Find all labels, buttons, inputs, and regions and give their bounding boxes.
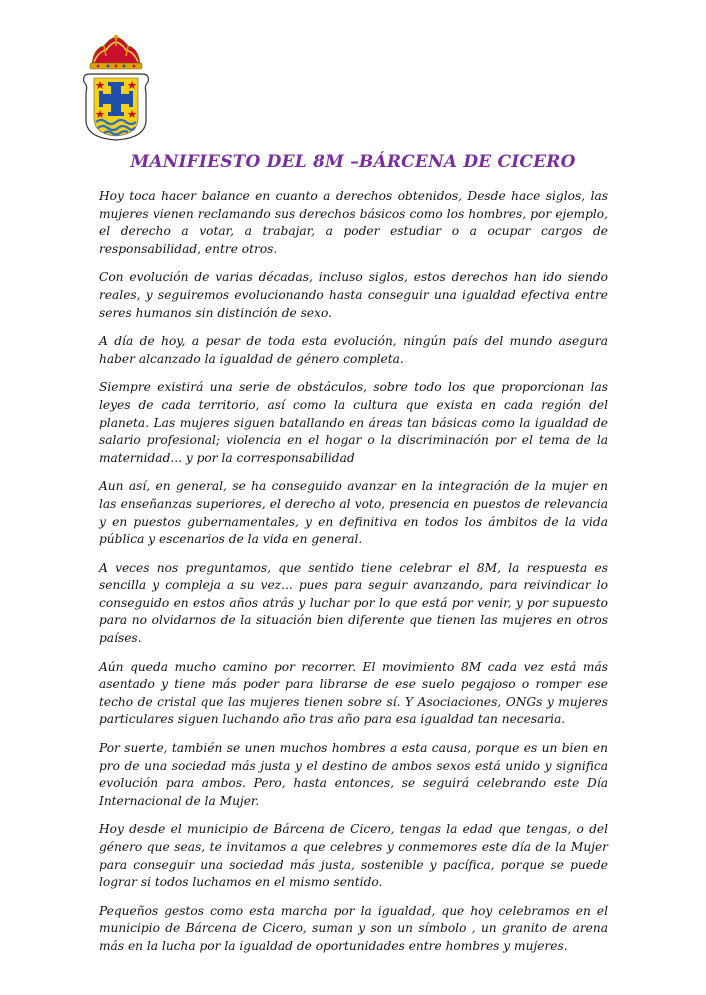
paragraph: Con evolución de varias décadas, incluso siglos, estos derechos han ido siendo reales, y seguiremos evolucionando hasta conseguir una igualdad efectiva entre seres humanos sin distinción de sexo.: [99, 270, 608, 320]
paragraph: Aún queda mucho camino por recorrer. El movimiento 8M cada vez está más asentado y tiene más poder para librarse de ese suelo pegajoso o romper ese techo de cristal que las mujeres tienen sobre sí. Y Asociaciones, ONGs y mujeres particulares siguen luchando año tras año para esa igualdad tan necesaria.: [99, 659, 608, 727]
crown-icon: [90, 35, 142, 69]
paragraph: Siempre existirá una serie de obstáculos, sobre todo los que proporcionan las leyes de cada territorio, así como la cultura que exista en cada región del planeta. Las mujeres siguen batallando en áreas tan básicas como la igualdad de salario profesional; violencia en el hogar o la discriminación por el tema de la maternidad... y por la corresponsabilidad: [99, 380, 608, 465]
paragraph: A día de hoy, a pesar de toda esta evolución, ningún país del mundo asegura haber alcanzado la igualdad de género completa.: [99, 334, 608, 366]
paragraph: Pequeños gestos como esta marcha por la igualdad, que hoy celebramos en el municipio de Bárcena de Cicero, suman y son un símbolo , un granito de arena más en la lucha por la igualdad de oportunidades entre hombres y mujeres.: [99, 903, 608, 953]
paragraph: Por suerte, también se unen muchos hombres a esta causa, porque es un bien en pro de una sociedad más justa y el destino de ambos sexos está unido y significa evolución para ambos. Pero, hasta entonces, se seguirá celebrando este Día Internacional de la Mujer.: [99, 741, 608, 808]
paragraph: A veces nos preguntamos, que sentido tiene celebrar el 8M, la respuesta es sencilla y compleja a su vez... pues para seguir avanzando, para reivindicar lo conseguido en estos años atrás y luchar por lo que está por venir, y por supuesto para no olvidarnos de la situación bien diferente que tienen las mujeres en otros países.: [99, 560, 608, 646]
paragraph: Hoy desde el municipio de Bárcena de Cicero, tengas la edad que tengas, o del género que seas, te invitamos a que celebres y conmemores este día de la Mujer para conseguir una sociedad más justa, sostenible y pacífica, porque se puede lograr si todos luchamos en el mismo sentido.: [99, 822, 608, 890]
manifesto-body: [99, 188, 608, 967]
paragraph: Aun así, en general, se ha conseguido avanzar en la integración de la mujer en las enseñanzas superiores, el derecho al voto, presencia en puestos de relevancia y en puestos gubernamentales, y en definitiva en todos los ámbitos de la vida pública y escenarios de la vida en general.: [99, 479, 608, 547]
paragraph: Hoy toca hacer balance en cuanto a derechos obtenidos, Desde hace siglos, las mujeres vienen reclamando sus derechos básicos como los hombres, por ejemplo, el derecho a votar, a trabajar, a poder estudiar o a ocupar cargos de responsabilidad, entre otros.: [99, 189, 608, 256]
coat-of-arms-icon: [80, 34, 152, 142]
document-title: MANIFIESTO DEL 8M –BÁRCENA DE CICERO: [130, 152, 576, 172]
